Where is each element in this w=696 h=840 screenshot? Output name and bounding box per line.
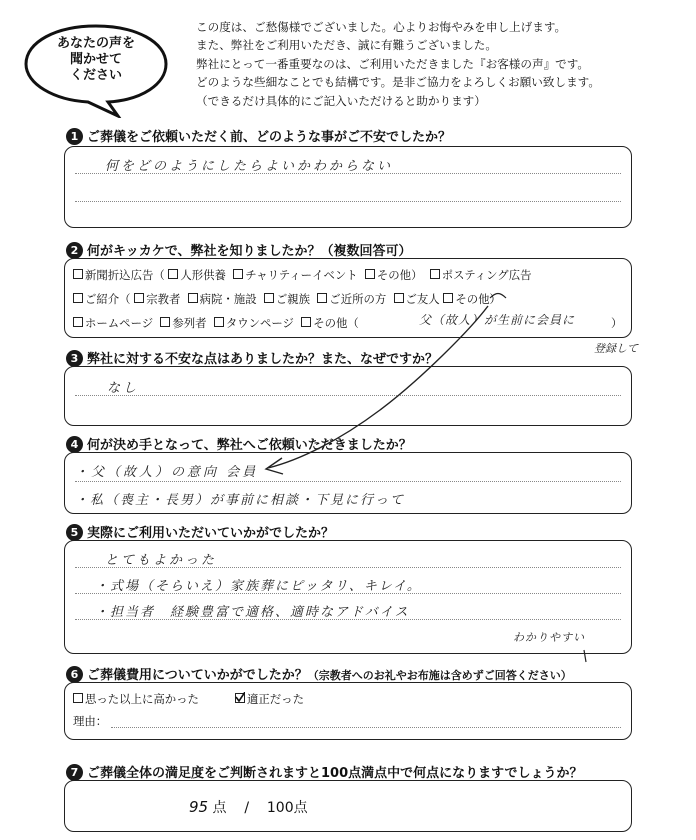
question-number-4: 4 bbox=[66, 436, 83, 453]
question-number-7: 7 bbox=[66, 764, 83, 781]
checkbox[interactable]: チャリティーイベント bbox=[233, 268, 357, 282]
answer-box-1[interactable] bbox=[64, 146, 632, 228]
bubble-line-1: あなたの声を bbox=[56, 36, 135, 51]
checkbox[interactable]: 宗教者 bbox=[134, 292, 180, 306]
question-number-1: 1 bbox=[66, 128, 83, 145]
answer-box-4[interactable] bbox=[64, 452, 632, 514]
question-6 bbox=[66, 664, 572, 683]
score-slash: / bbox=[244, 800, 250, 816]
question-5-text: 実際にご利用いただいていかがでしたか？ bbox=[87, 526, 335, 541]
dotted-rule bbox=[75, 481, 621, 482]
checkbox[interactable]: ご親族 bbox=[264, 292, 310, 306]
question-number-3: 3 bbox=[66, 350, 83, 367]
intro-line: （できるだけ具体的にご記入いただけると助かります） bbox=[196, 93, 486, 108]
checkbox-reasonable[interactable]: 適正だった bbox=[235, 691, 304, 707]
checkbox[interactable]: ご近所の方 bbox=[317, 292, 386, 306]
intro-line: この度は、ご愁傷様でございました。心よりお悔やみを申し上げます。 bbox=[196, 20, 567, 34]
checkbox[interactable]: その他（ bbox=[301, 316, 359, 330]
checkbox-too-expensive[interactable]: 思った以上に高かった bbox=[73, 691, 199, 707]
score-value: 95 bbox=[189, 798, 209, 816]
answer-box-3[interactable] bbox=[64, 366, 632, 426]
score-box-7[interactable] bbox=[64, 780, 632, 832]
dotted-rule bbox=[75, 395, 621, 396]
question-5 bbox=[66, 522, 334, 541]
checkbox[interactable]: 人形供養 bbox=[168, 268, 226, 282]
checkbox[interactable]: その他） bbox=[365, 268, 423, 282]
q2-other-handwritten: 父（故人）が生前に会員に bbox=[419, 313, 576, 327]
q2-row-3 bbox=[73, 315, 359, 331]
handwritten-answer-3: なし bbox=[107, 381, 140, 396]
question-3-text: 弊社に対する不安な点はありましたか？また、なぜですか？ bbox=[87, 352, 439, 367]
checkbox[interactable]: ご友人 bbox=[394, 292, 440, 306]
question-number-5: 5 bbox=[66, 524, 83, 541]
q2-row-1 bbox=[73, 267, 531, 283]
score-line bbox=[189, 797, 308, 817]
checkbox[interactable]: ご紹介（ bbox=[73, 292, 131, 306]
question-2-text: 何がキッカケで、弊社を知りましたか？（複数回答可） bbox=[87, 244, 412, 259]
question-number-2: 2 bbox=[66, 242, 83, 259]
question-3 bbox=[66, 348, 438, 367]
intro-text bbox=[196, 18, 676, 110]
options-box-2 bbox=[64, 258, 632, 338]
handwritten-answer-4-line-1: ・父（故人）の意向 会員 bbox=[75, 465, 259, 480]
q2-row-2 bbox=[73, 291, 501, 307]
handwritten-answer-4-line-2: ・私（喪主・長男）が事前に相談・下見に行って bbox=[75, 493, 406, 508]
options-box-6 bbox=[64, 682, 632, 740]
intro-line: 弊社にとって一番重要なのは、ご利用いただきました『お客様の声』です。 bbox=[196, 56, 590, 71]
bubble-line-3: ください bbox=[69, 68, 122, 83]
handwritten-answer-5-line-4: わかりやすい bbox=[513, 631, 585, 644]
intro-line: また、弊社をご利用いただき、誠に有難うございました。 bbox=[196, 38, 497, 53]
q2-other-handwritten-cont: 登録して bbox=[594, 342, 638, 355]
dotted-rule bbox=[75, 201, 621, 202]
handwritten-answer-5-line-2: ・式場（そらいえ）家族葬にピッタリ、キレイ。 bbox=[95, 579, 422, 594]
dotted-rule bbox=[111, 727, 621, 728]
bubble-line-2: 聞かせて bbox=[69, 52, 122, 67]
voice-speech-bubble bbox=[22, 22, 170, 118]
question-number-6: 6 bbox=[66, 666, 83, 683]
checkbox[interactable]: ポスティング広告 bbox=[430, 268, 532, 282]
intro-line: どのような些細なことでも結構です。是非ご協力をよろしくお願い致します。 bbox=[196, 75, 600, 90]
score-unit: 点 bbox=[212, 800, 227, 816]
question-6-text: ご葬儀費用についていかがでしたか？ bbox=[87, 668, 308, 683]
answer-box-5[interactable] bbox=[64, 540, 632, 654]
question-2 bbox=[66, 240, 411, 259]
checkbox[interactable]: その他） bbox=[443, 292, 501, 306]
q2-close-paren: ） bbox=[611, 316, 623, 330]
score-max: 100点 bbox=[266, 800, 308, 816]
checkbox[interactable]: 新聞折込広告（ bbox=[73, 268, 165, 282]
check-icon bbox=[235, 692, 245, 702]
question-4-text: 何が決め手となって、弊社へご依頼いただきましたか？ bbox=[87, 438, 412, 453]
question-1 bbox=[66, 126, 451, 145]
handwritten-answer-1: 何をどのようにしたらよいかわからない bbox=[105, 159, 394, 174]
question-7 bbox=[66, 762, 583, 781]
checkbox[interactable]: 病院・施設 bbox=[188, 292, 257, 306]
checkbox[interactable]: タウンページ bbox=[214, 316, 294, 330]
question-1-text: ご葬儀をご依頼いただく前、どのような事がご不安でしたか？ bbox=[87, 130, 452, 145]
question-6-subtext: （宗教者へのお礼やお布施は含めずご回答ください） bbox=[307, 669, 572, 682]
checkbox[interactable]: ホームページ bbox=[73, 316, 153, 330]
handwritten-answer-5-line-3: ・担当者 経験豊富で適格、適時なアドバイス bbox=[95, 605, 410, 620]
handwritten-answer-5-line-1: とてもよかった bbox=[105, 553, 218, 568]
checkbox[interactable]: 参列者 bbox=[160, 316, 206, 330]
reason-label: 理由： bbox=[73, 714, 108, 728]
question-7-text: ご葬儀全体の満足度をご判断されますと100点満点中で何点になりますでしょうか？ bbox=[87, 766, 583, 781]
question-4 bbox=[66, 434, 412, 453]
